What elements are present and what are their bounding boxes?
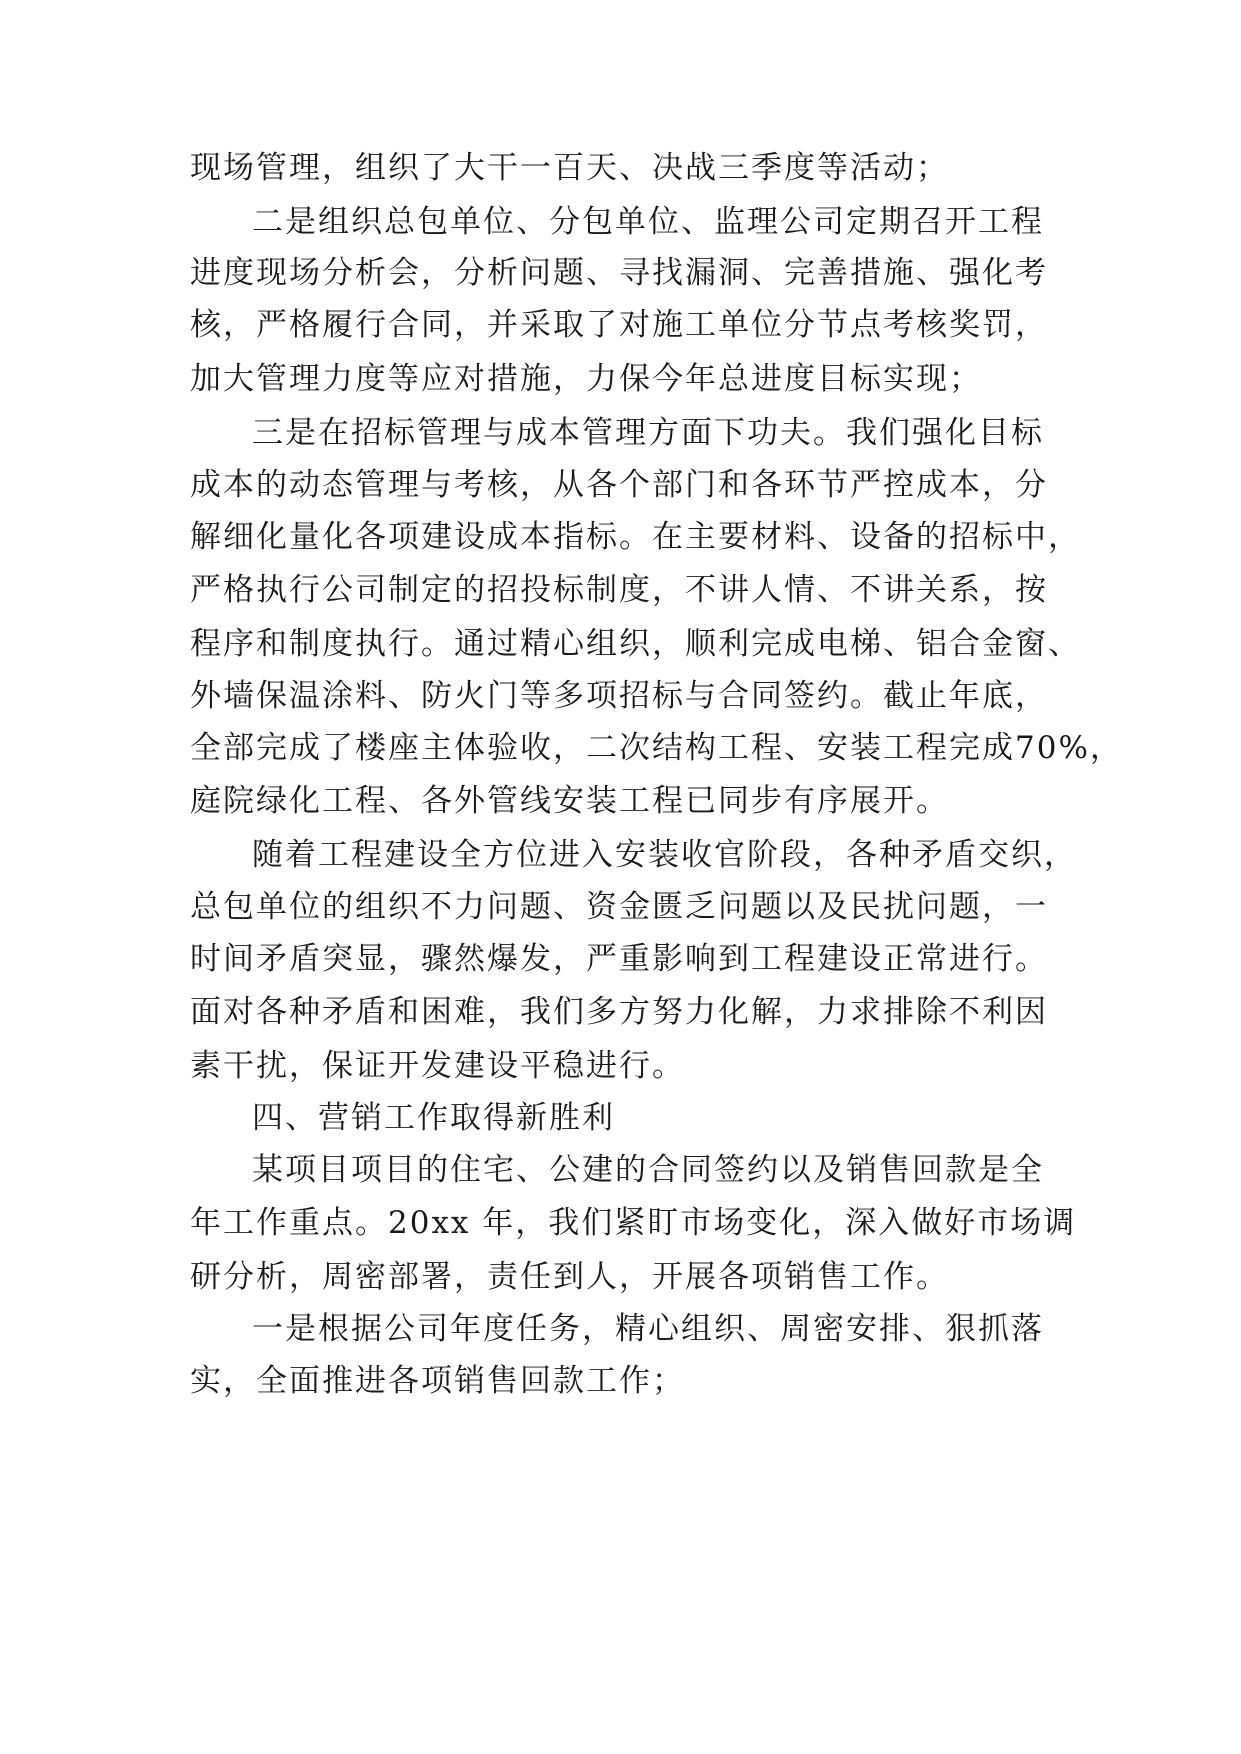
text-line: 程序和制度执行。通过精心组织，顺利完成电梯、铝合金窗、 — [190, 626, 1081, 662]
text-line: 实，全面推进各项销售回款工作； — [190, 1363, 685, 1399]
text-line: 全部完成了楼座主体验收，二次结构工程、安装工程完成70%， — [190, 730, 1123, 766]
text-line: 三是在招标管理与成本管理方面下功夫。我们强化目标 — [252, 415, 1044, 451]
text-line: 庭院绿化工程、各外管线安装工程已同步有序展开。 — [190, 783, 949, 819]
text-line: 某项目项目的住宅、公建的合同签约以及销售回款是全 — [252, 1152, 1044, 1188]
text-line: 一是根据公司年度任务，精心组织、周密安排、狠抓落 — [252, 1311, 1044, 1347]
text-line: 素干扰，保证开发建设平稳进行。 — [190, 1048, 685, 1084]
section-heading: 四、营销工作取得新胜利 — [252, 1100, 615, 1136]
text-line: 核，严格履行合同，并采取了对施工单位分节点考核奖罚， — [190, 307, 1048, 343]
text-line: 严格执行公司制定的招投标制度，不讲人情、不讲关系，按 — [190, 572, 1048, 608]
text-line: 年工作重点。20xx 年，我们紧盯市场变化，深入做好市场调 — [190, 1205, 1077, 1241]
text-line: 研分析，周密部署，责任到人，开展各项销售工作。 — [190, 1259, 949, 1295]
text-line: 解细化量化各项建设成本指标。在主要材料、设备的招标中， — [190, 519, 1081, 555]
text-line: 加大管理力度等应对措施，力保今年总进度目标实现； — [190, 361, 982, 397]
text-line: 外墙保温涂料、防火门等多项招标与合同签约。截止年底， — [190, 678, 1048, 714]
text-line: 成本的动态管理与考核，从各个部门和各环节严控成本，分 — [190, 467, 1048, 503]
text-line: 二是组织总包单位、分包单位、监理公司定期召开工程 — [252, 204, 1044, 240]
text-line: 总包单位的组织不力问题、资金匮乏问题以及民扰问题，一 — [190, 889, 1048, 925]
text-line: 随着工程建设全方位进入安装收官阶段，各种矛盾交织， — [252, 837, 1077, 873]
text-line: 进度现场分析会，分析问题、寻找漏洞、完善措施、强化考 — [190, 255, 1048, 291]
text-line: 面对各种矛盾和困难，我们多方努力化解，力求排除不利因 — [190, 994, 1048, 1030]
text-line: 现场管理，组织了大干一百天、决战三季度等活动； — [190, 150, 949, 186]
text-line: 时间矛盾突显，骤然爆发，严重影响到工程建设正常进行。 — [190, 941, 1048, 977]
